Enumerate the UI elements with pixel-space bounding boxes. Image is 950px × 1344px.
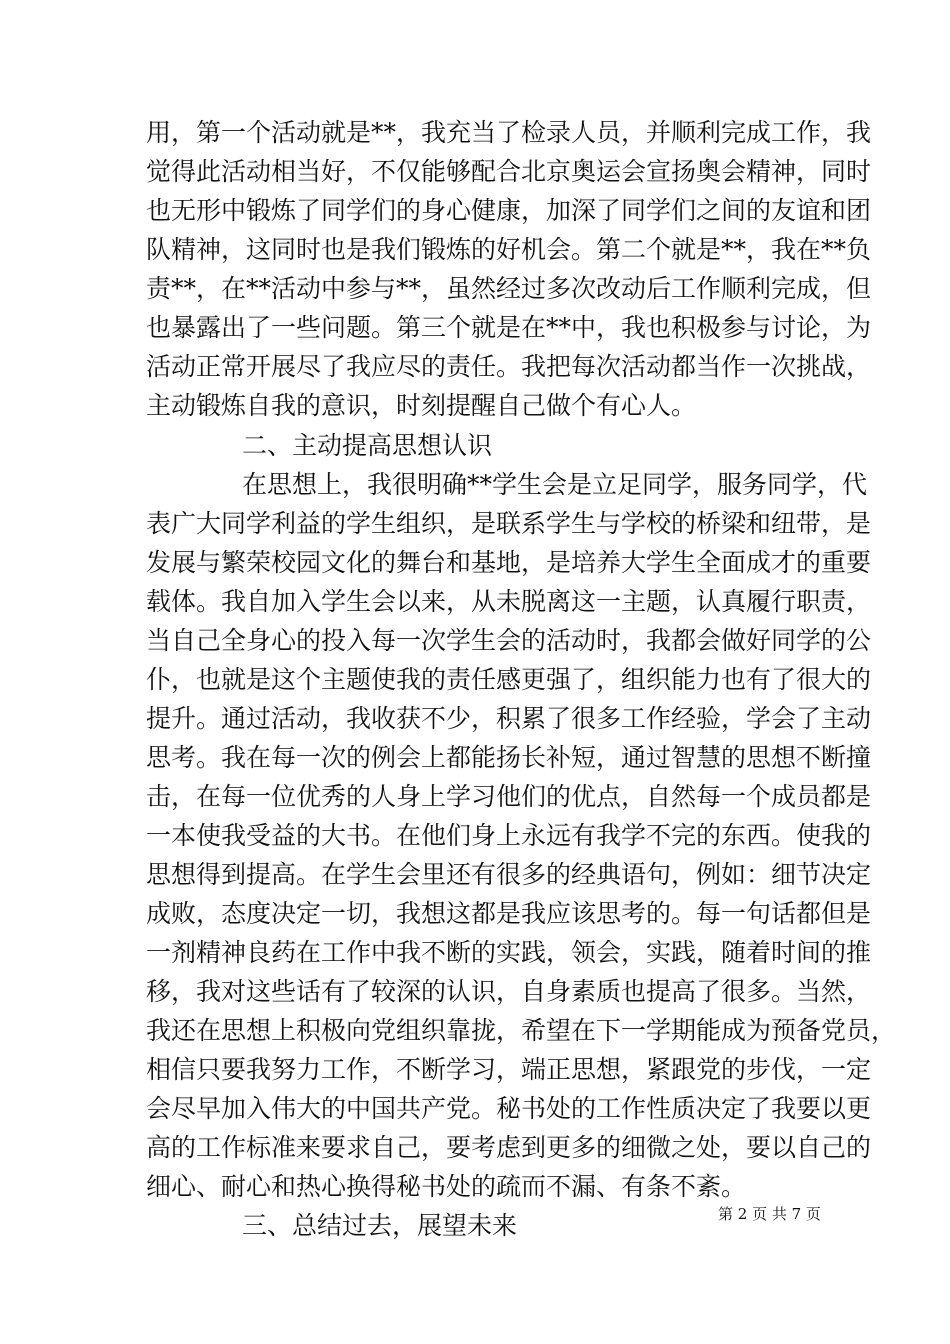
text-line-11: 表广大同学利益的学生组织，是联系学生与学校的桥梁和纽带，是 [146, 509, 872, 538]
text-line-22: 一剂精神良药在工作中我不断的实践，领会，实践，随着时间的推 [146, 938, 872, 967]
text-line-24: 我还在思想上积极向党组织靠拢，希望在下一学期能成为预备党员， [146, 1016, 897, 1045]
text-line-19: 一本使我受益的大书。在他们身上永远有我学不完的东西。使我的 [146, 821, 872, 850]
text-line-18: 击，在每一位优秀的人身上学习他们的优点，自然每一个成员都是 [146, 782, 872, 811]
section-heading-3: 三、总结过去，展望未来 [242, 1211, 518, 1240]
section-heading-2: 二、主动提高思想认识 [242, 431, 493, 460]
text-line-7: 活动正常开展尽了我应尽的责任。我把每次活动都当作一次挑战， [146, 352, 872, 381]
text-line-5: 责**，在**活动中参与**，虽然经过多次改动后工作顺利完成，但 [146, 274, 872, 303]
text-line-16: 提升。通过活动，我收获不少，积累了很多工作经验，学会了主动 [146, 704, 872, 733]
text-line-13: 载体。我自加入学生会以来，从未脱离这一主题，认真履行职责， [146, 587, 872, 616]
text-line-17: 思考。我在每一次的例会上都能扬长补短，通过智慧的思想不断撞 [146, 743, 872, 772]
text-line-20: 思想得到提高。在学生会里还有很多的经典语句，例如：细节决定 [146, 860, 872, 889]
text-line-12: 发展与繁荣校园文化的舞台和基地，是培养大学生全面成才的重要 [146, 548, 872, 577]
text-line-23: 移，我对这些话有了较深的认识，自身素质也提高了很多。当然， [146, 977, 872, 1006]
text-line-3: 也无形中锻炼了同学们的身心健康，加深了同学们之间的友谊和团 [146, 196, 872, 225]
text-line-6: 也暴露出了一些问题。第三个就是在**中，我也积极参与讨论，为 [146, 313, 872, 342]
text-line-4: 队精神，这同时也是我们锻炼的好机会。第二个就是**，我在**负 [146, 235, 872, 264]
text-line-28: 细心、耐心和热心换得秘书处的疏而不漏、有条不紊。 [146, 1172, 747, 1201]
text-line-10: 在思想上，我很明确**学生会是立足同学，服务同学，代 [242, 470, 868, 499]
text-line-25: 相信只要我努力工作，不断学习，端正思想，紧跟党的步伐，一定 [146, 1055, 872, 1084]
text-line-15: 仆，也就是这个主题使我的责任感更强了，组织能力也有了很大的 [146, 665, 872, 694]
text-line-21: 成败，态度决定一切，我想这都是我应该思考的。每一句话都但是 [146, 899, 872, 928]
text-line-8: 主动锻炼自我的意识，时刻提醒自己做个有心人。 [146, 391, 697, 420]
page-number-footer: 第 2 页 共 7 页 [718, 1205, 821, 1223]
text-line-14: 当自己全身心的投入每一次学生会的活动时，我都会做好同学的公 [146, 626, 872, 655]
text-line-1: 用，第一个活动就是**，我充当了检录人员，并顺利完成工作，我 [146, 118, 872, 147]
text-line-2: 觉得此活动相当好，不仅能够配合北京奥运会宣扬奥会精神，同时 [146, 157, 872, 186]
text-line-26: 会尽早加入伟大的中国共产党。秘书处的工作性质决定了我要以更 [146, 1094, 872, 1123]
text-line-27: 高的工作标准来要求自己，要考虑到更多的细微之处，要以自己的 [146, 1133, 872, 1162]
